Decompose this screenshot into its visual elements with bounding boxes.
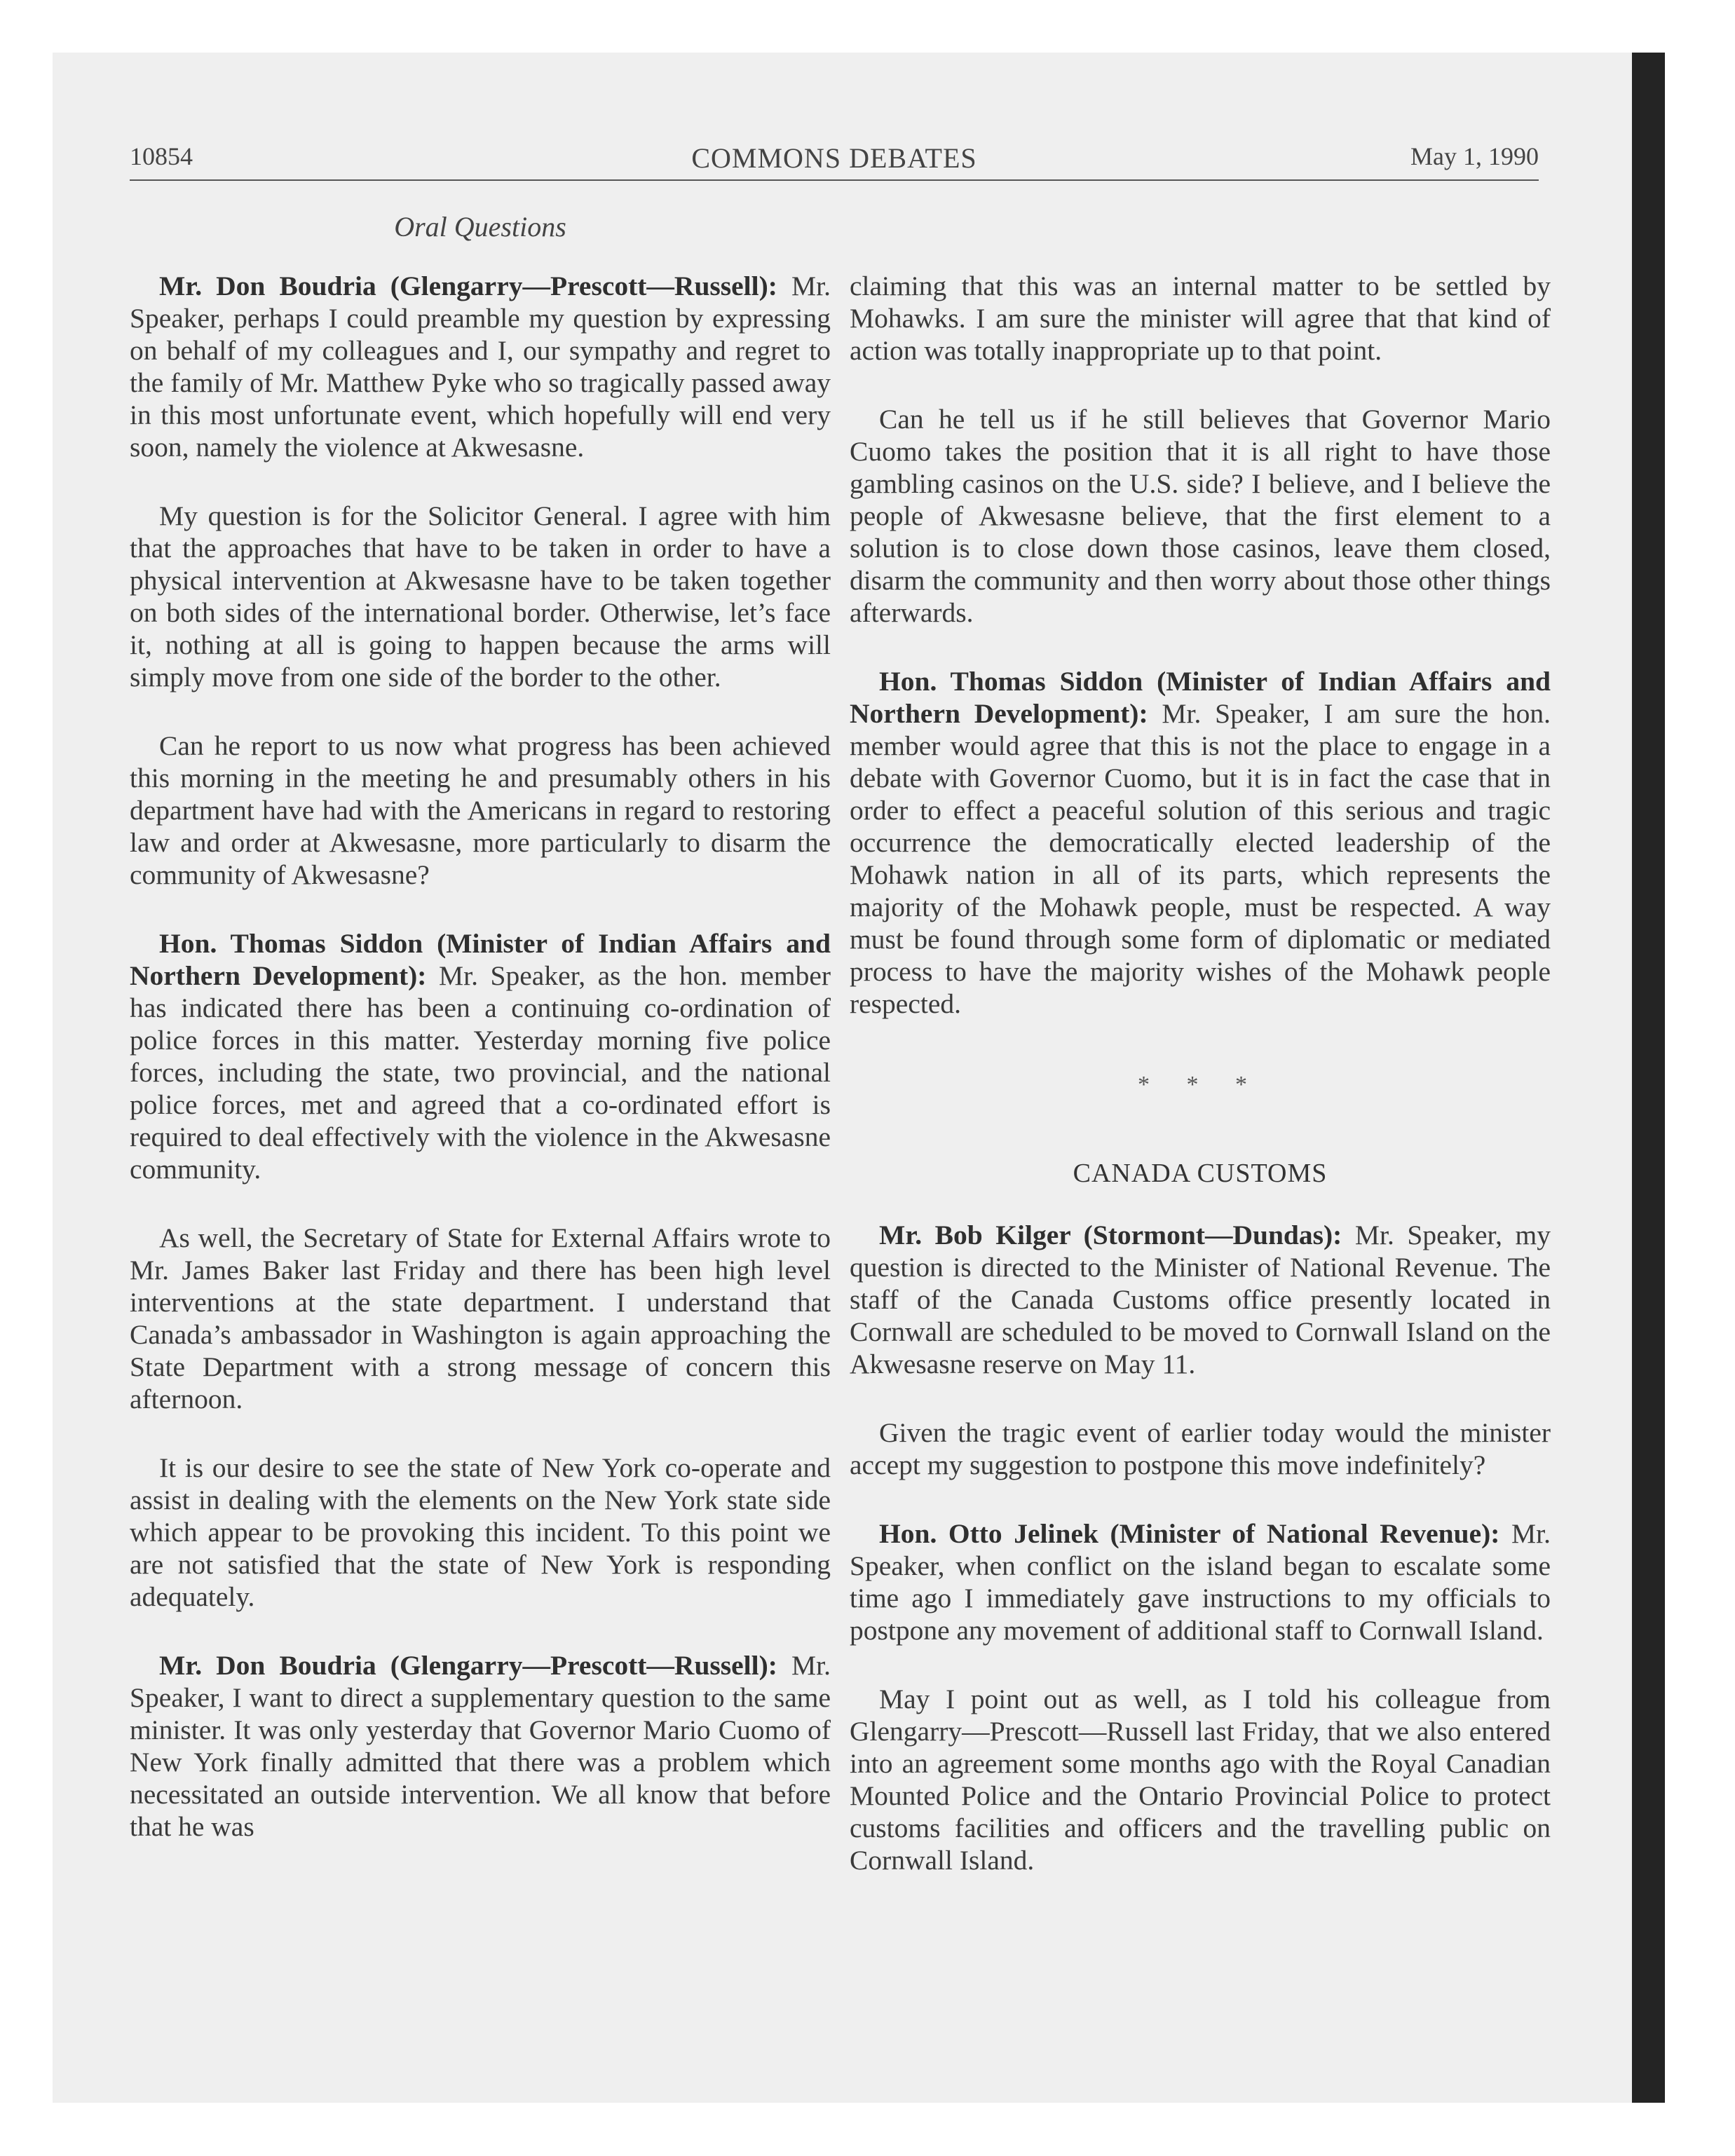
speech-paragraph: [130, 1452, 831, 1613]
speech-text: Mr. Speaker, as the hon. member has indicated there has been a continuing co-ordination of police forces in this matter. Yesterday morning five police forces, including the state, two provincial, and the national police forces, met and agreed that a co-ordinated effort is required to deal effectively with the violence in the Akwesasne community.: [130, 960, 831, 1185]
speech-paragraph: [850, 1517, 1551, 1646]
speech-paragraph: [850, 1219, 1551, 1380]
publication-title: COMMONS DEBATES: [691, 142, 977, 174]
speech-text: As well, the Secretary of State for External Affairs wrote to Mr. James Baker last Friday and there has been high level interventions at the state department. I understand that Canada’s ambassador in Washington is again approaching the State Department with a strong message of concern this afternoon.: [130, 1222, 831, 1414]
sitting-date: May 1, 1990: [1410, 142, 1539, 170]
speech-paragraph: [130, 1222, 831, 1415]
speech-text: Mr. Speaker, when conflict on the island began to escalate some time ago I immediately gave instructions to my officials to postpone any movement of additional staff to Cornwall Island.: [850, 1518, 1551, 1646]
speaker-name: Hon. Thomas Siddon (Minister of Indian Affairs and Northern Development):: [130, 928, 831, 991]
page-number: 10854: [130, 142, 193, 170]
speech-text: Can he report to us now what progress has been achieved this morning in the meeting he and presumably others in his department have had with the Americans in regard to restoring law and order at Akwesasne, more particularly to disarm the community of Akwesasne?: [130, 730, 831, 890]
speech-text: May I point out as well, as I told his colleague from Glengarry—Prescott—Russell last Friday, that we also entered into an agreement some months ago with the Royal Canadian Mounted Police and the Ontario Provincial Police to protect customs facilities and officers and the travelling public on Cornwall Island.: [850, 1684, 1551, 1876]
speech-paragraph: [850, 665, 1551, 1020]
speech-paragraph: [850, 403, 1551, 629]
section-title: Oral Questions: [394, 211, 566, 243]
speaker-name: Mr. Don Boudria (Glengarry—Prescott—Russell):: [159, 1650, 777, 1681]
speech-paragraph: [130, 500, 831, 693]
speech-text: Mr. Speaker, I am sure the hon. member would agree that this is not the place to engage in a debate with Governor Cuomo, but it is in fact the case that in order to effect a peaceful solution of this serious and tragic occurrence the democratically elected leadership of the Mohawk nation in all of its parts, which represents the majority of the Mohawk people, must be respected. A way must be found through some form of diplomatic or mediated process to have the majority wishes of the Mohawk people respected.: [850, 698, 1551, 1019]
speech-text: claiming that this was an internal matter to be settled by Mohawks. I am sure the minister will agree that that kind of action was totally inappropriate up to that point.: [850, 271, 1551, 366]
speech-paragraph: [850, 270, 1551, 367]
speech-text: Mr. Speaker, perhaps I could preamble my question by expressing on behalf of my colleagues and I, our sympathy and regret to the family of Mr. Matthew Pyke who so tragically passed away in this most unfortunate event, which hopefully will end very soon, namely the violence at Akwesasne.: [130, 271, 831, 463]
header-rule: [130, 179, 1539, 181]
speech-text: It is our desire to see the state of New York co-operate and assist in dealing with the elements on the New York state side which appear to be provoking this incident. To this point we are not satisfied that the state of New York is responding adequately.: [130, 1452, 831, 1612]
speech-text: My question is for the Solicitor General. I agree with him that the approaches that have to be taken in order to have a physical intervention at Akwesasne have to be taken together on both sides of the international border. Otherwise, let’s face it, nothing at all is going to happen because the arms will simply move from one side of the border to the other.: [130, 500, 831, 692]
speech-text: Given the tragic event of earlier today would the minister accept my suggestion to postpone this move indefinitely?: [850, 1417, 1551, 1480]
speech-paragraph: [130, 730, 831, 891]
left-column: [130, 270, 831, 1879]
speech-paragraph: [850, 1683, 1551, 1876]
speech-text: Can he tell us if he still believes that Governor Mario Cuomo takes the position that it is all right to have those gambling casinos on the U.S. side? I believe, and I believe the people of Akwesasne believe, that the first element to a solution is to close down those casinos, leave them closed, disarm the community and then worry about those other things afterwards.: [850, 404, 1551, 628]
subheading: CANADA CUSTOMS: [1073, 1159, 1328, 1188]
right-column: [850, 270, 1551, 1913]
speech-paragraph: [130, 927, 831, 1185]
speaker-name: Mr. Don Boudria (Glengarry—Prescott—Russell):: [159, 271, 777, 301]
binding-edge: [1632, 53, 1665, 2103]
speech-paragraph: [130, 270, 831, 463]
speech-paragraph: [130, 1649, 831, 1843]
speech-text: Mr. Speaker, I want to direct a supplementary question to the same minister. It was only yesterday that Governor Mario Cuomo of New York finally admitted that there was a problem which necessitated an outside intervention. We all know that before that he was: [130, 1650, 831, 1842]
speaker-name: Hon. Otto Jelinek (Minister of National Revenue):: [879, 1518, 1500, 1549]
speaker-name: Mr. Bob Kilger (Stormont—Dundas):: [879, 1220, 1342, 1250]
section-separator: * * *: [1138, 1072, 1263, 1098]
speaker-name: Hon. Thomas Siddon (Minister of Indian Affairs and Northern Development):: [850, 666, 1551, 729]
speech-paragraph: [850, 1417, 1551, 1481]
speech-text: Mr. Speaker, my question is directed to the Minister of National Revenue. The staff of the Canada Customs office presently located in Cornwall are scheduled to be moved to Cornwall Island on the Akwesasne reserve on May 11.: [850, 1220, 1551, 1379]
running-header: [130, 142, 1539, 177]
